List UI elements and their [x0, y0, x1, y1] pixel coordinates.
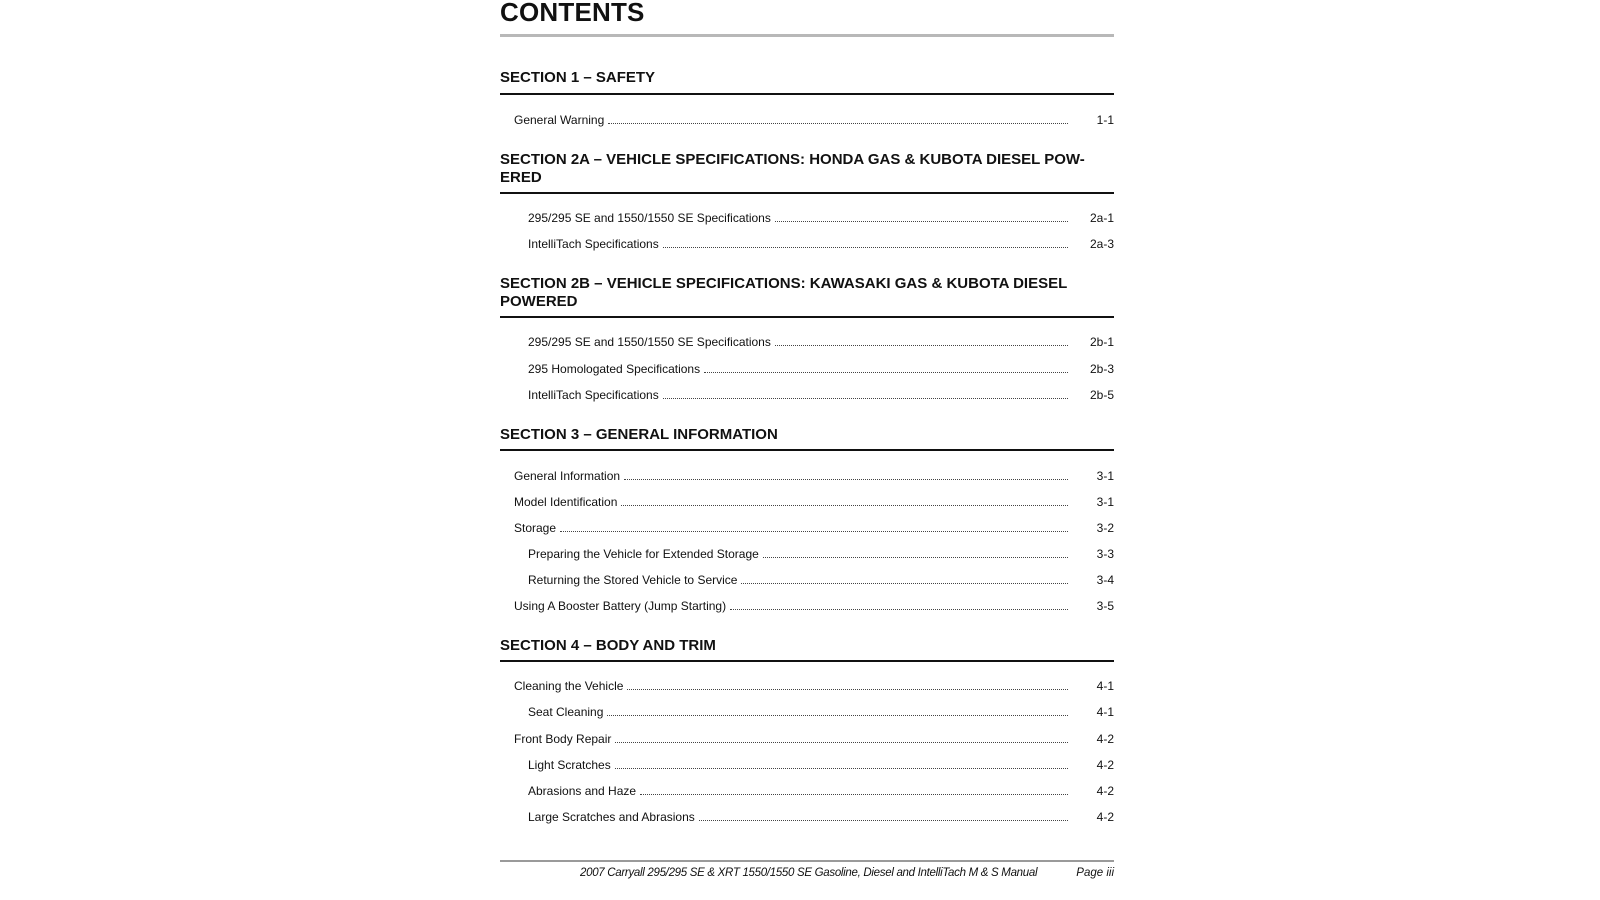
- dot-leader: [775, 220, 1068, 222]
- footer-page-number: Page iii: [1076, 867, 1114, 879]
- title-divider: [500, 34, 1114, 37]
- toc-entry-page: 1-1: [1096, 113, 1114, 127]
- toc-entry-page: 4-2: [1096, 732, 1114, 746]
- toc-entry[interactable]: [500, 731, 1114, 747]
- toc-entry-label: Using A Booster Battery (Jump Starting): [514, 599, 727, 613]
- section-divider-4: [500, 660, 1114, 662]
- toc-entry-label: Seat Cleaning: [528, 705, 604, 719]
- dot-leader: [640, 793, 1068, 795]
- footer-divider: [500, 860, 1114, 862]
- toc-entry-label: IntelliTach Specifications: [528, 388, 659, 402]
- toc-entry-page: 4-1: [1096, 679, 1114, 693]
- toc-entry-label: General Warning: [514, 113, 605, 127]
- dot-leader: [607, 714, 1068, 716]
- dot-leader: [608, 122, 1068, 124]
- toc-entry[interactable]: [500, 334, 1114, 350]
- dot-leader: [624, 478, 1068, 480]
- toc-entry-label: General Information: [514, 469, 621, 483]
- toc-entry[interactable]: [500, 598, 1114, 614]
- toc-entry[interactable]: [500, 520, 1114, 536]
- toc-entry-label: 295 Homologated Specifications: [528, 362, 701, 376]
- toc-entry-page: 3-2: [1096, 521, 1114, 535]
- toc-entry-label: 295/295 SE and 1550/1550 SE Specifications: [528, 335, 771, 349]
- section-divider-2a: [500, 192, 1114, 194]
- toc-entry-label: 295/295 SE and 1550/1550 SE Specifications: [528, 211, 771, 225]
- toc-entry-label: Front Body Repair: [514, 732, 612, 746]
- dot-leader: [560, 530, 1068, 532]
- toc-entry-page: 4-2: [1096, 758, 1114, 772]
- section-heading-3: SECTION 3 – GENERAL INFORMATION: [500, 426, 778, 443]
- dot-leader: [615, 767, 1068, 769]
- dot-leader: [621, 504, 1068, 506]
- dot-leader: [699, 819, 1068, 821]
- dot-leader: [615, 741, 1068, 743]
- dot-leader: [775, 344, 1068, 346]
- toc-entry-label: Storage: [514, 521, 557, 535]
- toc-entry[interactable]: [500, 210, 1114, 226]
- section-heading-2a-line2: ERED: [500, 169, 542, 186]
- toc-entry-label: Returning the Stored Vehicle to Service: [528, 573, 738, 587]
- toc-entry[interactable]: [500, 112, 1114, 128]
- toc-entry-page: 4-2: [1096, 810, 1114, 824]
- toc-entry-page: 2b-3: [1089, 362, 1114, 376]
- toc-entry-label: Preparing the Vehicle for Extended Storage: [528, 547, 759, 561]
- section-divider-3: [500, 449, 1114, 451]
- toc-entry[interactable]: [500, 678, 1114, 694]
- section-heading-1: SECTION 1 – SAFETY: [500, 69, 656, 86]
- section-heading-2b-line1: SECTION 2B – VEHICLE SPECIFICATIONS: KAWASAKI GAS & KUBOTA DIESEL: [500, 275, 1068, 292]
- section-divider-1: [500, 93, 1114, 95]
- section-heading-2a-line1: SECTION 2A – VEHICLE SPECIFICATIONS: HONDA GAS & KUBOTA DIESEL POW-: [500, 151, 1085, 168]
- toc-entry-label: Cleaning the Vehicle: [514, 679, 624, 693]
- dot-leader: [663, 246, 1068, 248]
- toc-entry-label: Light Scratches: [528, 758, 611, 772]
- toc-entry[interactable]: [500, 546, 1114, 562]
- toc-entry[interactable]: [500, 572, 1114, 588]
- toc-entry-page: 4-1: [1096, 705, 1114, 719]
- toc-entry-label: Large Scratches and Abrasions: [528, 810, 695, 824]
- dot-leader: [627, 688, 1068, 690]
- section-heading-2a: [500, 151, 1114, 187]
- toc-entry-page: 2b-1: [1089, 335, 1114, 349]
- section-divider-2b: [500, 316, 1114, 318]
- toc-entry[interactable]: [500, 704, 1114, 720]
- toc-entry-label: Abrasions and Haze: [528, 784, 637, 798]
- toc-entry-page: 3-4: [1096, 573, 1114, 587]
- toc-entry-label: Model Identification: [514, 495, 618, 509]
- section-heading-2b-line2: POWERED: [500, 293, 578, 310]
- toc-entry[interactable]: [500, 809, 1114, 825]
- toc-entry[interactable]: [500, 468, 1114, 484]
- toc-entry-page: 3-3: [1096, 547, 1114, 561]
- toc-entry[interactable]: [500, 387, 1114, 403]
- toc-entry[interactable]: [500, 783, 1114, 799]
- footer-manual-title: 2007 Carryall 295/295 SE & XRT 1550/1550 SE Gasoline, Diesel and IntelliTach M & S Manual: [580, 867, 1038, 879]
- toc-entry-page: 2a-1: [1089, 211, 1114, 225]
- section-heading-2b: [500, 275, 1114, 311]
- dot-leader: [663, 397, 1068, 399]
- dot-leader: [741, 582, 1068, 584]
- toc-entry-page: 3-5: [1096, 599, 1114, 613]
- dot-leader: [704, 371, 1068, 373]
- toc-entry-label: IntelliTach Specifications: [528, 237, 659, 251]
- contents-page: [500, 0, 1114, 900]
- toc-entry-page: 2b-5: [1089, 388, 1114, 402]
- toc-entry[interactable]: [500, 236, 1114, 252]
- dot-leader: [730, 608, 1068, 610]
- toc-entry[interactable]: [500, 361, 1114, 377]
- toc-entry-page: 4-2: [1096, 784, 1114, 798]
- dot-leader: [763, 556, 1068, 558]
- section-heading-4: SECTION 4 – BODY AND TRIM: [500, 637, 716, 654]
- toc-entry-page: 2a-3: [1089, 237, 1114, 251]
- page-title: CONTENTS: [500, 0, 645, 27]
- toc-entry[interactable]: [500, 494, 1114, 510]
- toc-entry-page: 3-1: [1096, 495, 1114, 509]
- toc-entry[interactable]: [500, 757, 1114, 773]
- toc-entry-page: 3-1: [1096, 469, 1114, 483]
